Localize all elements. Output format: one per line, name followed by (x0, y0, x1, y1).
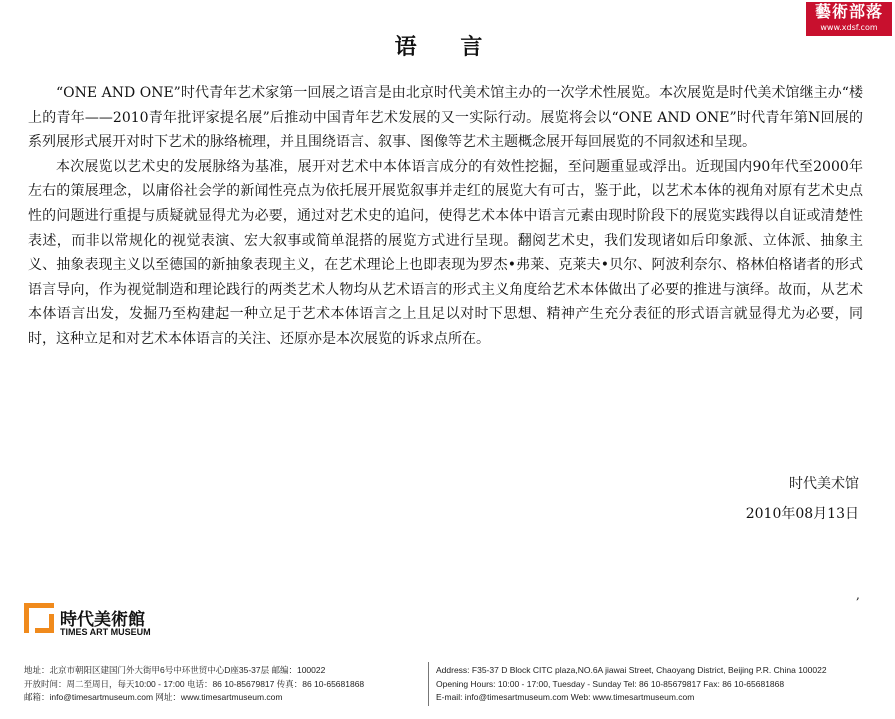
footer-line: Address: F35-37 D Block CITC plaza,NO.6A jiawai Street, Chaoyang District, Beijing P.R. China 100022 (436, 665, 827, 675)
footer-contact-cn (24, 664, 424, 705)
footer-line: E-mail: info@timesartmuseum.com Web: www.timesartmuseum.com (436, 692, 695, 702)
footer-line: Opening Hours: 10:00 - 17:00, Tuesday - Sunday Tel: 86 10-85679817 Fax: 86 10-65681868 (436, 678, 785, 689)
logo-english-name: TIMES ART MUSEUM (60, 627, 151, 637)
footer-line: 地址：北京市朝阳区建国门外大街甲6号中环世贸中心D座35-37层 邮编：100022 (24, 665, 326, 675)
logo-mark-icon (24, 603, 54, 633)
watermark-url: www.xdsf.com (820, 23, 878, 32)
article-body (28, 81, 863, 352)
page-title: 语 言 (394, 34, 501, 60)
watermark-title: 藝術部落 (814, 2, 883, 21)
footer-contact-en (436, 664, 876, 705)
paragraph: “ONE AND ONE”时代青年艺术家第一回展之语言是由北京时代美术馆主办的一次学术性展览。本次展览是时代美术馆继主办“楼上的青年——2010青年批评家提名展”后推动中国青年艺术发展的又一实际行动。展览将会以“ONE AND ONE”时代青年第N回展的系列展形式展开对时下艺术的脉络梳理，并且围绕语言、叙事、图像等艺术主题概念展开每回展览的不同叙述和呈现。 (28, 85, 863, 151)
footer-divider (428, 662, 429, 706)
signature-date: 2010年08月13日 (745, 506, 859, 522)
museum-logo (24, 603, 184, 643)
footer-line: 邮箱：info@timesartmuseum.com 网址：www.timesartmuseum.com (24, 692, 283, 702)
signature-org: 时代美术馆 (789, 476, 859, 492)
logo-chinese-name: 時代美術館 (60, 610, 145, 630)
paragraph: 本次展览以艺术史的发展脉络为基准，展开对艺术中本体语言成分的有效性挖掘，至问题重显或浮出。近现国内90年代至2000年左右的策展理念，以庸俗社会学的新闻性亮点为依托展开展览叙事并走红的展览大有可古，鉴于此，以艺术本体的视角对原有艺术史点性的问题进行重提与质疑就显得尤为必要，通过对艺术史的追问，使得艺术本体中语言元素由现时阶段下的展览实践得以自证或清楚性表述，而非以常规化的视觉表演、宏大叙事或简单混搭的展览方式进行呈现。翻阅艺术史，我们发现诸如后印象派、立体派、抽象主义、抽象表现主义以至德国的新抽象表现主义，在艺术理论上也即表现为罗杰•弗莱、克莱夫•贝尔、阿波利奈尔、格林伯格诸者的形式语言导向，作为视觉制造和理论践行的两类艺术人物均从艺术语言的形式主义角度给艺术本体做出了必要的推进与演绎。故而，从艺术本体语言出发，发掘乃至构建起一种立足于艺术本体语言之上且足以对时下思想、精神产生充分表征的形式语言就显得尤为必要，同时，这种立足和对艺术本体语言的关注、还原亦是本次展览的诉求点所在。 (28, 158, 863, 347)
footer-line: 开放时间：周二至周日，每天10:00 - 17:00 电话：86 10-85679817 传真：86 10-65681868 (24, 678, 365, 689)
stray-mark: , (856, 588, 860, 602)
